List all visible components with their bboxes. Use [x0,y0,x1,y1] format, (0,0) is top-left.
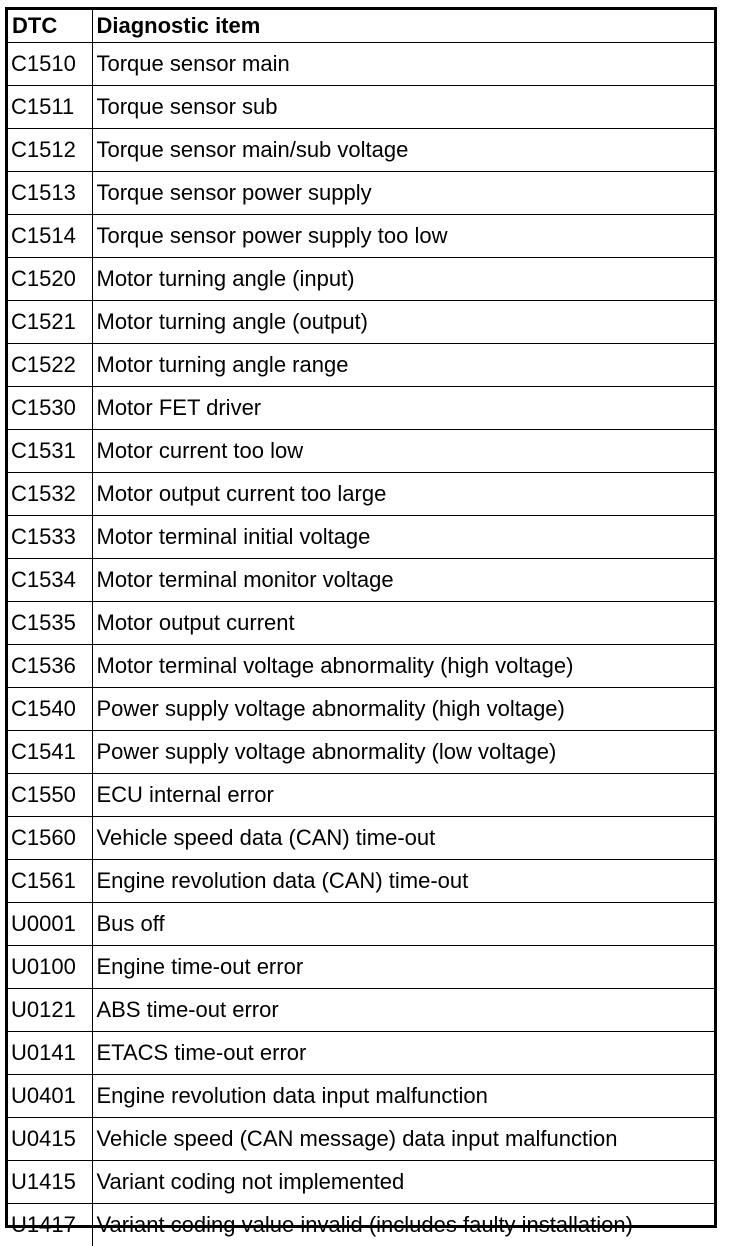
table-row [8,559,714,602]
table-row [8,129,714,172]
diagnostic-item-cell: Torque sensor power supply [92,172,714,215]
dtc-code-cell: C1534 [8,559,92,602]
column-header-dtc: DTC [8,10,92,43]
table-row [8,43,714,86]
table-row [8,1075,714,1118]
dtc-code-cell: U0121 [8,989,92,1032]
table-row [8,258,714,301]
diagnostic-item-cell: Torque sensor main [92,43,714,86]
dtc-code-cell: C1520 [8,258,92,301]
dtc-code-cell: C1540 [8,688,92,731]
dtc-code-cell: U0001 [8,903,92,946]
dtc-code-cell: C1532 [8,473,92,516]
table-row [8,516,714,559]
dtc-code-cell: C1560 [8,817,92,860]
diagnostic-item-cell: Motor terminal initial voltage [92,516,714,559]
table-row [8,774,714,817]
dtc-code-cell: C1533 [8,516,92,559]
dtc-code-cell: U1417 [8,1204,92,1246]
table-body [8,43,714,1246]
dtc-code-cell: C1514 [8,215,92,258]
table-row [8,172,714,215]
diagnostic-item-cell: Motor terminal monitor voltage [92,559,714,602]
diagnostic-item-cell: ECU internal error [92,774,714,817]
table-row [8,1118,714,1161]
diagnostic-item-cell: Motor FET driver [92,387,714,430]
dtc-code-cell: C1510 [8,43,92,86]
dtc-code-cell: U0100 [8,946,92,989]
diagnostic-item-cell: Motor output current too large [92,473,714,516]
dtc-code-cell: C1512 [8,129,92,172]
diagnostic-item-cell: Motor terminal voltage abnormality (high voltage) [92,645,714,688]
dtc-code-cell: C1536 [8,645,92,688]
dtc-code-cell: U0401 [8,1075,92,1118]
diagnostic-item-cell: Engine revolution data input malfunction [92,1075,714,1118]
table-row [8,731,714,774]
dtc-code-cell: C1541 [8,731,92,774]
table-row [8,1032,714,1075]
table-row [8,1161,714,1204]
dtc-code-cell: C1513 [8,172,92,215]
diagnostic-item-cell: Torque sensor sub [92,86,714,129]
table-row [8,387,714,430]
diagnostic-item-cell: Motor turning angle (input) [92,258,714,301]
dtc-code-cell: U0415 [8,1118,92,1161]
table-row [8,645,714,688]
table-row [8,344,714,387]
table-row [8,430,714,473]
column-header-diagnostic-item: Diagnostic item [92,10,714,43]
table-row [8,215,714,258]
table-row [8,903,714,946]
diagnostic-item-cell: Motor turning angle (output) [92,301,714,344]
diagnostic-item-cell: Vehicle speed data (CAN) time-out [92,817,714,860]
diagnostic-item-cell: Variant coding not implemented [92,1161,714,1204]
table-row [8,473,714,516]
dtc-code-cell: C1561 [8,860,92,903]
diagnostic-item-cell: Engine time-out error [92,946,714,989]
dtc-code-cell: C1550 [8,774,92,817]
diagnostic-item-cell: Motor current too low [92,430,714,473]
diagnostic-item-cell: Motor output current [92,602,714,645]
dtc-code-cell: C1522 [8,344,92,387]
diagnostic-item-cell: ABS time-out error [92,989,714,1032]
dtc-code-cell: C1531 [8,430,92,473]
diagnostic-item-cell: Engine revolution data (CAN) time-out [92,860,714,903]
dtc-table [8,10,714,1246]
table-row [8,301,714,344]
diagnostic-item-cell: Bus off [92,903,714,946]
table-row [8,860,714,903]
diagnostic-item-cell: Torque sensor main/sub voltage [92,129,714,172]
dtc-table-container [5,7,717,1228]
table-row [8,946,714,989]
table-row [8,688,714,731]
dtc-code-cell: C1535 [8,602,92,645]
dtc-code-cell: C1521 [8,301,92,344]
dtc-code-cell: C1511 [8,86,92,129]
diagnostic-item-cell: ETACS time-out error [92,1032,714,1075]
diagnostic-item-cell: Vehicle speed (CAN message) data input malfunction [92,1118,714,1161]
diagnostic-item-cell: Power supply voltage abnormality (low voltage) [92,731,714,774]
diagnostic-item-cell: Motor turning angle range [92,344,714,387]
table-row [8,602,714,645]
diagnostic-item-cell: Variant coding value invalid (includes faulty installation) [92,1204,714,1246]
table-row [8,817,714,860]
table-row [8,86,714,129]
table-row [8,989,714,1032]
table-row [8,1204,714,1246]
diagnostic-item-cell: Torque sensor power supply too low [92,215,714,258]
dtc-code-cell: U0141 [8,1032,92,1075]
dtc-code-cell: C1530 [8,387,92,430]
table-header-row [8,10,714,43]
diagnostic-item-cell: Power supply voltage abnormality (high voltage) [92,688,714,731]
dtc-code-cell: U1415 [8,1161,92,1204]
